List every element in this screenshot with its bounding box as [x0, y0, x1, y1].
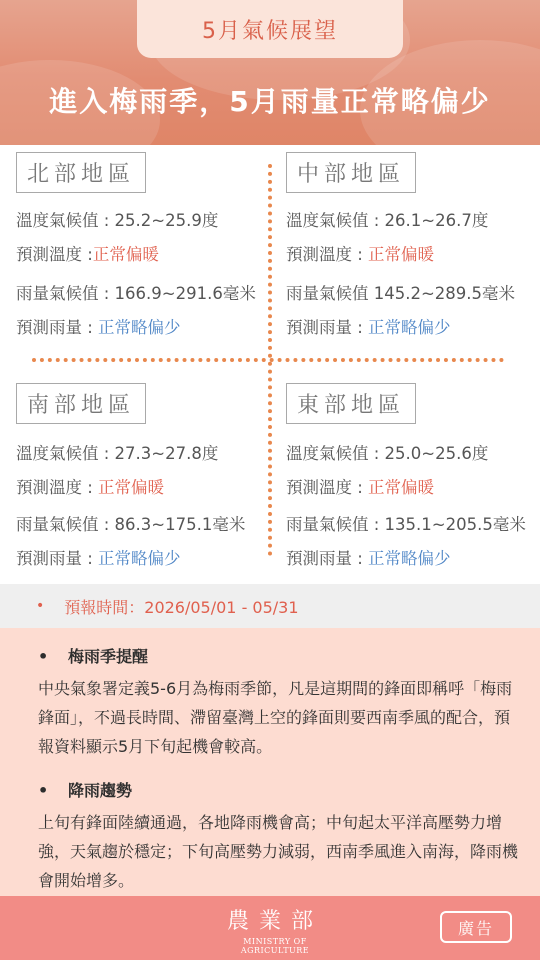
temp-climate-label: 溫度氣候值 :	[16, 211, 110, 230]
rain-forecast-row	[16, 545, 181, 569]
note-title: 梅雨季提醒	[68, 647, 149, 666]
temp-forecast-label: 預測溫度 :	[16, 245, 93, 264]
page-title: 進入梅雨季，5月雨量正常略偏少	[49, 85, 491, 118]
logo-text-en: MINISTRY OF AGRICULTURE	[240, 937, 310, 955]
temp-forecast-row	[286, 474, 434, 498]
rain-forecast-row	[286, 314, 451, 338]
forecast-period-bar	[0, 584, 540, 628]
rain-forecast-label: 預測雨量 :	[16, 549, 93, 568]
bullet-icon: •	[38, 781, 49, 800]
rain-climate-row	[16, 511, 245, 535]
rain-climate-label: 雨量氣候值	[286, 284, 369, 303]
temp-climate-value: 25.0~25.6度	[379, 444, 489, 463]
month-label: 5月氣候展望	[137, 0, 403, 58]
note-body-rain-trend: 上旬有鋒面陸續通過，各地降雨機會高；中旬起太平洋高壓勢力增強，天氣趨於穩定；下旬高壓勢力減弱，西南季風進入南海，降雨機會開始增多。	[38, 813, 519, 890]
region-north	[16, 152, 276, 337]
temp-climate-value: 27.3~27.8度	[109, 444, 219, 463]
region-east	[286, 383, 540, 568]
region-title: 北部地區	[16, 152, 146, 193]
temp-climate-label: 溫度氣候值 :	[16, 444, 110, 463]
note-heading-plum-rain	[38, 644, 148, 667]
temp-forecast-label: 預測溫度 :	[16, 478, 93, 497]
rain-climate-value: 86.3~175.1毫米	[109, 515, 246, 534]
rain-forecast-label: 預測雨量 :	[286, 549, 363, 568]
rain-forecast-row	[286, 545, 451, 569]
rain-climate-row	[16, 280, 256, 304]
region-south	[16, 383, 276, 568]
note-title: 降雨趨勢	[68, 781, 133, 800]
rain-climate-row	[286, 280, 515, 304]
rain-forecast-value: 正常略偏少	[362, 318, 451, 337]
rain-climate-label: 雨量氣候值 :	[16, 515, 110, 534]
temp-forecast-label: 預測溫度 :	[286, 245, 363, 264]
temp-forecast-value: 正常偏暖	[92, 478, 165, 497]
temp-climate-value: 25.2~25.9度	[109, 211, 219, 230]
temp-forecast-value: 正常偏暖	[92, 245, 159, 264]
rain-climate-value: 145.2~289.5毫米	[368, 284, 516, 303]
region-title: 南部地區	[16, 383, 146, 424]
temp-forecast-value: 正常偏暖	[362, 478, 435, 497]
temp-forecast-row	[16, 241, 159, 265]
temp-climate-row	[286, 440, 488, 464]
note-body-plum-rain: 中央氣象署定義5-6月為梅雨季節，凡是這期間的鋒面即稱呼「梅雨鋒面」，不過長時間、滯留臺灣上空的鋒面則要西南季風的配合，預報資料顯示5月下旬起機會較高。	[38, 679, 513, 756]
rain-forecast-label: 預測雨量 :	[16, 318, 93, 337]
region-title: 東部地區	[286, 383, 416, 424]
rain-climate-row	[286, 511, 526, 535]
temp-forecast-label: 預測溫度 :	[286, 478, 363, 497]
note-heading-rain-trend	[38, 778, 132, 801]
rain-forecast-label: 預測雨量 :	[286, 318, 363, 337]
temp-climate-value: 26.1~26.7度	[379, 211, 489, 230]
temp-forecast-row	[286, 241, 434, 265]
rain-forecast-value: 正常略偏少	[92, 318, 181, 337]
rain-climate-value: 135.1~205.5毫米	[379, 515, 526, 534]
region-central	[286, 152, 540, 337]
rain-climate-value: 166.9~291.6毫米	[109, 284, 256, 303]
ad-button[interactable]: 廣告	[440, 911, 512, 943]
temp-climate-label: 溫度氣候值 :	[286, 211, 380, 230]
temp-climate-row	[16, 207, 218, 231]
bullet-icon: •	[38, 647, 49, 666]
bullet-icon: •	[36, 598, 45, 614]
rain-forecast-row	[16, 314, 181, 338]
rain-climate-label: 雨量氣候值 :	[16, 284, 110, 303]
rain-climate-label: 雨量氣候值 :	[286, 515, 380, 534]
logo-text-cn: 農業部	[226, 909, 323, 934]
ministry-logo[interactable]	[210, 904, 340, 955]
region-title: 中部地區	[286, 152, 416, 193]
rain-forecast-value: 正常略偏少	[92, 549, 181, 568]
temp-forecast-value: 正常偏暖	[362, 245, 435, 264]
forecast-period-text: 預報時間：2026/05/01 - 05/31	[64, 597, 299, 617]
horizontal-divider	[32, 358, 504, 362]
temp-climate-label: 溫度氣候值 :	[286, 444, 380, 463]
rain-forecast-value: 正常略偏少	[362, 549, 451, 568]
temp-climate-row	[286, 207, 488, 231]
temp-forecast-row	[16, 474, 164, 498]
notes-panel	[0, 628, 540, 896]
temp-climate-row	[16, 440, 218, 464]
